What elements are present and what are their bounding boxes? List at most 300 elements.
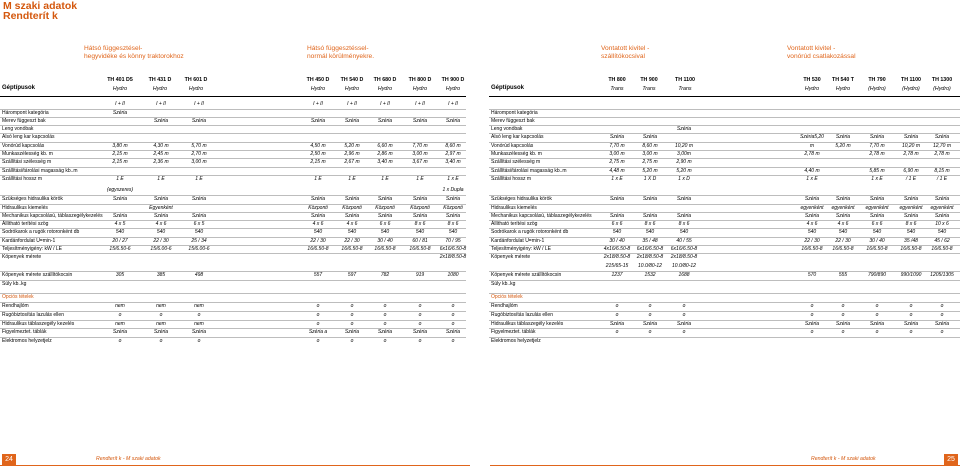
model-name: TH 800 [608, 77, 626, 83]
spec-cell: 540 [313, 229, 323, 235]
model-header [365, 76, 405, 93]
spec-cell: 5,20 m [344, 143, 360, 149]
drive-type: Hydro [377, 85, 393, 92]
spec-cell: o [940, 329, 944, 335]
spec-cell: o [350, 312, 354, 318]
spec-cell: Széria [445, 118, 461, 124]
spec-cell: 1205/1305 [930, 272, 954, 278]
spec-cell: 40 / 55 [676, 238, 692, 244]
spec-cell: 7,70 m [869, 143, 885, 149]
model-header [922, 76, 960, 93]
model-name: TH 401 D5 [107, 77, 133, 83]
spec-cell: o [909, 329, 913, 335]
spec-cell: 22 / 30 [344, 238, 360, 244]
spec-cell: Széria [903, 134, 919, 140]
spec-cell: Széria [153, 213, 169, 219]
section-text: Hátsó függesztésel- hegyvidéke és könny traktorokhoz [84, 45, 184, 60]
spec-cell: 540 [645, 229, 655, 235]
drive-type: Trans [678, 85, 692, 92]
spec-cell: Központi [443, 205, 463, 211]
drive-type: Hydro [344, 85, 360, 92]
model-header [665, 76, 705, 93]
spec-cell: o [316, 312, 320, 318]
spec-cell: 4 x 6 [806, 221, 818, 227]
model-header [629, 76, 669, 93]
spec-cell: Széria [869, 196, 885, 202]
section-title-1 [84, 45, 204, 61]
spec-cell: Széria [934, 196, 950, 202]
row-label: Köpenyek mérete [491, 254, 531, 260]
spec-cell: 4,40 m [804, 168, 820, 174]
spec-cell: 8 x 6 [414, 221, 426, 227]
row-label: Szükséges hidraulika körök [491, 196, 552, 202]
spec-cell: 540 [347, 229, 357, 235]
drive-type: (Hydro) [902, 85, 920, 92]
model-name: TH 530 [803, 77, 821, 83]
row-label: Rugóbiztosítás lazulás ellen [491, 312, 553, 318]
spec-cell: 2,70 m [191, 151, 207, 157]
row-label: Leng vonóbak [491, 126, 523, 132]
spec-cell: Központi [342, 205, 362, 211]
spec-cell: 540 [937, 229, 947, 235]
spec-cell: egyenként [899, 205, 923, 211]
spec-cell: 540 [679, 229, 689, 235]
spec-cell: 540 [838, 229, 848, 235]
row-separator [489, 109, 960, 110]
spec-cell: 8,60 m [445, 143, 461, 149]
spec-cell: 1080 [447, 272, 459, 278]
spec-cell: Széria [344, 213, 360, 219]
row-separator [489, 293, 960, 294]
spec-cell: Széria [445, 213, 461, 219]
row-label: Figyelmeztet. táblák [491, 329, 536, 335]
spec-cell: o [648, 312, 652, 318]
section-text: Vontatott kivitel - szállítókocsival [601, 45, 650, 60]
spec-cell: 30 / 40 [609, 238, 625, 244]
spec-cell: o [118, 312, 122, 318]
spec-cell: 1 x E [806, 176, 818, 182]
page-number-right: 25 [944, 454, 958, 466]
spec-cell: 1 E [157, 176, 165, 182]
spec-cell: o [875, 303, 879, 309]
spec-cell: 2x18/8.50-8 [636, 254, 664, 260]
spec-cell: Széria [412, 213, 428, 219]
spec-cell: 22 / 30 [835, 238, 851, 244]
row-separator [0, 280, 466, 281]
left-header-rule [0, 96, 466, 97]
row-separator [489, 280, 960, 281]
drive-type: Hydro [310, 85, 326, 92]
row-label: Szállítási szélesség m [491, 159, 541, 165]
row-label: Állítható terítési szög [2, 221, 49, 227]
spec-cell: Széria [835, 321, 851, 327]
spec-cell: 5,20 m [642, 168, 658, 174]
spec-cell: Széria [153, 196, 169, 202]
spec-cell: Központi [308, 205, 328, 211]
row-separator [489, 253, 960, 254]
spec-cell: o [909, 303, 913, 309]
spec-cell: 8,15 m [934, 168, 950, 174]
section-title-3 [601, 45, 721, 61]
model-header [176, 76, 216, 93]
section-title-2 [307, 45, 427, 61]
spec-cell: (egyszeres) [106, 187, 134, 193]
drive-type: Hydro [112, 85, 128, 92]
spec-cell: 16/6.50-8 [866, 246, 888, 252]
spec-cell: 3,00 m [609, 151, 625, 157]
drive-type: (Hydro) [868, 85, 886, 92]
spec-cell: 8,60 m [642, 143, 658, 149]
row-label: Mechanikus kapcsolású, táblaszegélykezelés [2, 213, 103, 219]
spec-cell: o [682, 329, 686, 335]
spec-cell: m [809, 143, 815, 149]
spec-cell: 1237 [611, 272, 623, 278]
model-name: TH 900 D [441, 77, 465, 83]
spec-cell: Széria [609, 134, 625, 140]
spec-cell: 2,75 m [642, 159, 658, 165]
right-geptipusok-label: Géptípusok [491, 85, 525, 91]
spec-cell: Széria [903, 321, 919, 327]
spec-cell: Széria [869, 321, 885, 327]
spec-cell: 6x16/6.50-8 [636, 246, 664, 252]
row-label: Merev függeszt bak [491, 118, 535, 124]
row-separator [0, 253, 466, 254]
spec-cell: Széria [377, 118, 393, 124]
footer-text-left: Rendterít k - M szaki adatok [96, 456, 161, 462]
spec-cell: nem [156, 321, 166, 327]
spec-cell: nem [194, 303, 204, 309]
spec-cell: o [383, 321, 387, 327]
spec-cell: 6x16/6.50-8 [670, 246, 698, 252]
spec-cell: o [648, 329, 652, 335]
spec-cell: Széria5,20 [800, 134, 824, 140]
spec-cell: 20 / 27 [112, 238, 128, 244]
spec-cell: o [648, 303, 652, 309]
row-label: Leng vonóbak [2, 126, 34, 132]
spec-cell: 15/6.00-6 [150, 246, 172, 252]
spec-cell: 6 x 6 [611, 221, 623, 227]
spec-cell: o [810, 312, 814, 318]
spec-cell: 2,67 m [344, 159, 360, 165]
spec-cell: 2,78 m [903, 151, 919, 157]
spec-cell: o [841, 303, 845, 309]
row-label: Szállítási/tárolási magasság kb..m [491, 168, 567, 174]
row-label: Vonórúd kapcsolás [2, 143, 45, 149]
model-name: TH 601 D [184, 77, 208, 83]
spec-cell: Széria [377, 329, 393, 335]
spec-cell: 1 E [381, 176, 389, 182]
row-label: Opciós tételek [2, 294, 34, 300]
spec-cell: 1 x E [447, 176, 459, 182]
spec-cell: 555 [838, 272, 848, 278]
spec-cell: 25 / 34 [191, 238, 207, 244]
spec-cell: Széria [835, 196, 851, 202]
drive-type: Trans [642, 85, 656, 92]
row-label: Köpenyek mérete szállítókocsin [491, 272, 562, 278]
spec-cell: 1 x E [871, 176, 883, 182]
spec-cell: I + II [156, 101, 166, 107]
spec-cell: 2,75 m [609, 159, 625, 165]
row-label: Súly kb..kg [2, 281, 27, 287]
spec-cell: o [418, 303, 422, 309]
spec-cell: 790/890 [867, 272, 887, 278]
row-label: Teljesítményigény: kW / LE [2, 246, 63, 252]
spec-cell: Széria [344, 196, 360, 202]
spec-cell: o [383, 303, 387, 309]
row-label: Szükséges hidraulika körök [2, 196, 63, 202]
row-separator [489, 125, 960, 126]
spec-cell: 2,15 m [112, 159, 128, 165]
spec-cell: o [316, 303, 320, 309]
spec-cell: 5,20 m [676, 168, 692, 174]
spec-cell: I + II [115, 101, 125, 107]
row-separator [0, 109, 466, 110]
spec-cell: 10,20 m [901, 143, 921, 149]
spec-cell: 385 [156, 272, 166, 278]
model-header [100, 76, 140, 93]
spec-cell: o [810, 329, 814, 335]
spec-cell: o [118, 338, 122, 344]
spec-cell: egyenként [930, 205, 954, 211]
spec-cell: Széria [804, 321, 820, 327]
spec-cell: o [418, 338, 422, 344]
drive-type: Trans [610, 85, 624, 92]
drive-type: Hydro [152, 85, 168, 92]
spec-cell: 35 / 48 [642, 238, 658, 244]
spec-cell: egyenként [865, 205, 889, 211]
spec-cell: 540 [448, 229, 458, 235]
row-separator [0, 125, 466, 126]
spec-cell: 6,90 m [903, 168, 919, 174]
row-label: Alsó leng kar kapcsolás [491, 134, 544, 140]
spec-cell: 12,70 m [932, 143, 952, 149]
spec-cell: nem [194, 321, 204, 327]
row-label: Sodrókarok a rugók rotoronként db [2, 229, 80, 235]
spec-cell: o [615, 303, 619, 309]
spec-cell: 2,90 m [676, 159, 692, 165]
spec-cell: 215/65-15 [605, 263, 629, 269]
spec-cell: 3,00 m [412, 151, 428, 157]
spec-cell: 540 [156, 229, 166, 235]
spec-cell: 570 [807, 272, 817, 278]
spec-cell: Széria [903, 213, 919, 219]
spec-cell: 2x18/8.50-8 [439, 254, 467, 260]
spec-cell: 10 x 6 [935, 221, 949, 227]
spec-cell: 1 E [116, 176, 124, 182]
spec-cell: 3,40 m [445, 159, 461, 165]
spec-cell: Széria [412, 329, 428, 335]
spec-cell: 45 / 62 [934, 238, 950, 244]
spec-cell: 4x16/6.50-8 [603, 246, 631, 252]
spec-cell: 557 [313, 272, 323, 278]
spec-cell: Széria [112, 329, 128, 335]
row-label: Rendhajlóm [2, 303, 29, 309]
spec-cell: I + II [313, 101, 323, 107]
section-title-4 [787, 45, 917, 61]
model-name: TH 1300 [931, 77, 953, 83]
spec-cell: 2x18/8.50-8 [603, 254, 631, 260]
spec-cell: 540 [380, 229, 390, 235]
spec-cell: o [383, 312, 387, 318]
row-label: Rugóbiztosítás lazulás ellen [2, 312, 64, 318]
spec-cell: 4,30 m [153, 143, 169, 149]
spec-cell: 5,20 m [835, 143, 851, 149]
row-label: Kardánfordulat U=min-1 [2, 238, 56, 244]
spec-cell: 540 [612, 229, 622, 235]
row-label: Hidraulikus kiemelés [2, 205, 48, 211]
spec-cell: 1 E [348, 176, 356, 182]
spec-cell: 4 x 6 [837, 221, 849, 227]
spec-cell: Széria [191, 329, 207, 335]
left-geptipusok-label: Géptípusok [2, 85, 36, 91]
row-label: Alsó leng kar kapcsolás [2, 134, 55, 140]
spec-cell: Széria [310, 118, 326, 124]
spec-cell: o [841, 312, 845, 318]
spec-cell: 540 [415, 229, 425, 235]
spec-cell: 6,60 m [377, 143, 393, 149]
spec-cell: 1 x D [678, 176, 690, 182]
spec-cell: 540 [906, 229, 916, 235]
model-name: TH 680 D [373, 77, 397, 83]
spec-cell: Széria [676, 196, 692, 202]
spec-cell: Széria [642, 321, 658, 327]
row-label: Hárompont kategória [491, 110, 538, 116]
spec-cell: 30 / 40 [869, 238, 885, 244]
spec-cell: Széria [191, 118, 207, 124]
spec-cell: 10,20 m [674, 143, 694, 149]
footer-rule-right [490, 465, 960, 466]
spec-cell: 15/6.00-6 [188, 246, 210, 252]
spec-cell: Széria [412, 118, 428, 124]
right-header-rule [489, 96, 960, 97]
spec-cell: 2,36 m [153, 159, 169, 165]
model-name: TH 790 [868, 77, 886, 83]
spec-cell: 10.0/80-12 [672, 263, 696, 269]
spec-cell: Széria [903, 196, 919, 202]
spec-cell: Széria [377, 213, 393, 219]
spec-cell: 22 / 30 [153, 238, 169, 244]
spec-cell: Széria [344, 118, 360, 124]
spec-cell: 2,45 m [153, 151, 169, 157]
spec-cell: Széria [112, 196, 128, 202]
spec-cell: o [682, 303, 686, 309]
spec-cell: o [451, 321, 455, 327]
spec-cell: Széria [112, 110, 128, 116]
spec-cell: 1 x Dupla [442, 187, 464, 193]
model-name: TH 450 D [306, 77, 330, 83]
spec-cell: 919 [415, 272, 425, 278]
spec-cell: 1532 [644, 272, 656, 278]
drive-type: Hydro [188, 85, 204, 92]
spec-cell: 30 / 40 [377, 238, 393, 244]
spec-cell: o [810, 303, 814, 309]
spec-cell: Központi [410, 205, 430, 211]
spec-cell: egyenként [800, 205, 824, 211]
spec-cell: Széria [412, 196, 428, 202]
spec-cell: 2,78 m [804, 151, 820, 157]
row-label: Munkaszélesség kb. m [491, 151, 542, 157]
row-separator [0, 293, 466, 294]
spec-cell: 1688 [678, 272, 690, 278]
spec-cell: 8 x 6 [905, 221, 917, 227]
brand-line2: Rendterít k [3, 10, 58, 22]
spec-cell: Széria [112, 213, 128, 219]
spec-cell: 16/6.50-8 [307, 246, 329, 252]
spec-cell: Széria [642, 213, 658, 219]
spec-cell: 5,70 m [191, 143, 207, 149]
drive-type: Hydro [445, 85, 461, 92]
row-label: Szállítási hossz m [2, 176, 43, 182]
spec-cell: o [383, 338, 387, 344]
model-name: TH 1100 [900, 77, 922, 83]
spec-cell: I + II [448, 101, 458, 107]
spec-cell: 3,00 m [191, 159, 207, 165]
spec-cell: o [875, 329, 879, 335]
row-label: Mechanikus kapcsolású, táblaszegélykezelés [491, 213, 592, 219]
spec-cell: 3,00 m [642, 151, 658, 157]
row-label: Szállítási/tárolási magasság kb..m [2, 168, 78, 174]
spec-cell: 305 [115, 272, 125, 278]
spec-cell: o [615, 329, 619, 335]
spec-cell: / 1 E [905, 176, 917, 182]
spec-cell: 5,85 m [869, 168, 885, 174]
spec-cell: I + II [380, 101, 390, 107]
spec-cell: Széria [642, 196, 658, 202]
spec-cell: Széria [869, 134, 885, 140]
spec-cell: o [197, 312, 201, 318]
spec-cell: 2,97 m [445, 151, 461, 157]
spec-cell: Széria [191, 213, 207, 219]
spec-cell: 10.0/80-12 [638, 263, 662, 269]
spec-cell: 2,96 m [344, 151, 360, 157]
spec-cell: o [316, 338, 320, 344]
spec-cell: 1 X D [643, 176, 657, 182]
spec-cell: 16/6.50-8 [931, 246, 953, 252]
spec-cell: 8 x 6 [644, 221, 656, 227]
spec-cell: Széria [934, 321, 950, 327]
row-separator [489, 117, 960, 118]
spec-cell: o [940, 303, 944, 309]
spec-cell: Széria [344, 329, 360, 335]
spec-cell: o [451, 312, 455, 318]
spec-cell: Széria [676, 321, 692, 327]
spec-cell: 3,67 m [412, 159, 428, 165]
spec-cell: Széria [310, 213, 326, 219]
spec-cell: 16/6.50-8 [900, 246, 922, 252]
row-label: Állítható terítési szög [491, 221, 538, 227]
row-separator [489, 158, 960, 159]
row-label: Opciós tételek [491, 294, 523, 300]
row-label: Hidraulikus kiemelés [491, 205, 537, 211]
spec-cell: 7,70 m [609, 143, 625, 149]
spec-cell: 2,15 m [112, 151, 128, 157]
spec-cell: 8 x 6 [678, 221, 690, 227]
spec-cell: 1 E [314, 176, 322, 182]
spec-cell: 16/6.50-8 [341, 246, 363, 252]
spec-cell: o [350, 321, 354, 327]
row-label: Munkaszélesség kb. m [2, 151, 53, 157]
spec-cell: 4,50 m [310, 143, 326, 149]
spec-cell: 2x18/8.50-8 [670, 254, 698, 260]
spec-cell: 60 / 81 [412, 238, 428, 244]
model-name: TH 1100 [674, 77, 696, 83]
brand-line1: M szaki adatok [3, 0, 78, 12]
row-label: Rendhajlóm [491, 303, 518, 309]
row-label: Elektromos helyzetjelz [491, 338, 541, 344]
row-label: Szállítási hossz m [491, 176, 532, 182]
spec-cell: o [909, 312, 913, 318]
row-label: Szállítási szélesség m [2, 159, 52, 165]
